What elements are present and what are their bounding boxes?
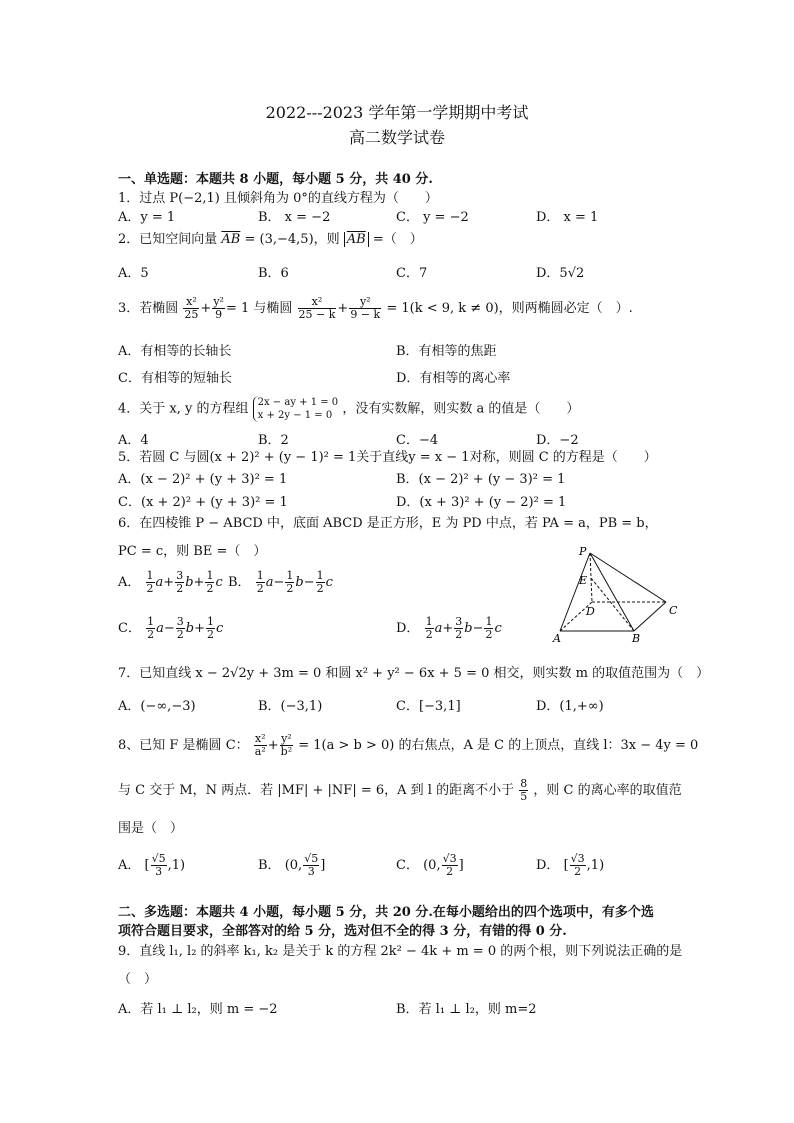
q3-option-d: D．有相等的离心率 [396, 371, 511, 386]
q2-option-c: C．7 [396, 266, 428, 281]
section-2-heading-line2: 项符合题目要求，全部答对的给 5 分，选对但不全的得 3 分，有错的得 0 分. [118, 924, 567, 939]
exam-title: 2022---2023 学年第一学期期中考试 [265, 103, 529, 122]
q4-option-d: D．−2 [536, 433, 579, 448]
q8-option-c: C． (0, $\frac{√3}{2}$ ] [396, 852, 464, 878]
q3-option-b: B．有相等的焦距 [396, 344, 497, 359]
q7-option-b: B．(−3,1) [258, 699, 323, 714]
q7-option-c: C．[−3,1] [396, 699, 461, 714]
section-2-heading-line1: 二、多选题：本题共 4 小题，每小题 5 分，共 20 分.在每小题给出的四个选项中，有多个选 [118, 905, 654, 920]
pyramid-figure [548, 544, 684, 648]
vertex-p-label: P [579, 545, 587, 558]
q2-option-a: A．5 [118, 266, 149, 281]
q8-option-b: B． (0, $\frac{√5}{3}$ ] [258, 852, 326, 878]
q6-option-c: C． $\frac{1}{2}$ a− $\frac{3}{2}$ b+ $\frac{1}{2}$ c [118, 615, 224, 641]
vertex-e-label: E [579, 574, 588, 587]
q5-stem: 5．若圆 C 与圆(x + 2)² + (y − 1)² = 1关于直线y = x − 1对称，则圆 C 的方程是（ ） [118, 450, 657, 465]
q3-stem: 3．若椭圆 $\frac{\text{x²}}{25}$ + $\frac{\text{y²}}{9}$ = 1 与椭圆 $\frac{\text{x²}}{25 - k}$ + $\frac{\text{y²}}{9 - k}$ = 1(k < 9, k ≠ 0)，则两椭圆必定（ ）. [118, 295, 633, 321]
q1-option-d: D． x = 1 [536, 210, 599, 225]
q5-option-d: D．(x + 3)² + (y − 2)² = 1 [396, 495, 567, 510]
q2-option-d: D．5√2 [536, 266, 585, 281]
q9-option-a: A．若 l₁ ⊥ l₂，则 m = −2 [118, 1002, 278, 1017]
q3-option-a: A．有相等的长轴长 [118, 344, 232, 359]
q8-stem-line2: 与 C 交于 M，N 两点．若 |MF| + |NF| = 6，A 到 l 的距离不小于 $\frac{8}{5}$ ，则 C 的离心率的取值范 [118, 777, 682, 803]
q5-option-c: C．(x + 2)² + (y + 3)² = 1 [118, 495, 288, 510]
section-1-heading: 一、单选题：本题共 8 小题，每小题 5 分，共 40 分. [118, 172, 433, 187]
q6-option-b: B． $\frac{1}{2}$ a− $\frac{1}{2}$ b− $\frac{1}{2}$ c [228, 569, 333, 595]
q1-option-b: B． x = −2 [258, 210, 331, 225]
q5-option-b: B．(x − 2)² + (y − 3)² = 1 [396, 472, 566, 487]
q7-option-a: A．(−∞,−3) [118, 699, 196, 714]
vertex-c-label: C [669, 604, 678, 617]
q7-option-d: D．(1,+∞) [536, 699, 604, 714]
q4-equation-system: 2x − ay + 1 = 0 x + 2y − 1 = 0 [253, 396, 339, 422]
q3-option-c: C．有相等的短轴长 [118, 371, 232, 386]
exam-subtitle: 高二数学试卷 [348, 128, 445, 147]
q5-option-a: A．(x − 2)² + (y + 3)² = 1 [118, 472, 288, 487]
vertex-b-label: B [632, 632, 641, 645]
q6-stem-line1: 6．在四棱锥 P − ABCD 中，底面 ABCD 是正方形，E 为 PD 中点，若 PA = a，PB = b， [118, 516, 658, 531]
q6-stem-line2: PC = c，则 BE =（ ） [118, 544, 267, 559]
vertex-d-label: D [586, 605, 595, 618]
q7-stem: 7．已知直线 x − 2√2y + 3m = 0 和圆 x² + y² − 6x + 5 = 0 相交，则实数 m 的取值范围为（ ） [118, 666, 710, 681]
q9-option-b: B．若 l₁ ⊥ l₂，则 m=2 [396, 1002, 537, 1017]
q1-stem: 1．过点 P(−2,1) 且倾斜角为 0°的直线方程为（ ） [118, 191, 438, 206]
q4-stem: 4．关于 x, y 的方程组 2x − ay + 1 = 0 x + 2y − 1 = 0 ，没有实数解，则实数 a 的值是（ ） [118, 397, 580, 421]
q1-option-a: A．y = 1 [118, 210, 176, 225]
q2-vector: $\overline{AB}$ [221, 232, 241, 247]
q6-option-a: A． $\frac{1}{2}$ a+ $\frac{3}{2}$ b+ $\frac{1}{2}$ c [118, 569, 223, 595]
q4-option-b: B．2 [258, 433, 289, 448]
q2-option-b: B．6 [258, 266, 289, 281]
q9-stem-line1: 9．直线 l₁, l₂ 的斜率 k₁, k₂ 是关于 k 的方程 2k² − 4k + m = 0 的两个根，则下列说法正确的是 [118, 944, 683, 959]
q8-option-d: D． [ $\frac{√3}{2}$ ,1) [536, 852, 605, 878]
q6-option-d: D． $\frac{1}{2}$ a+ $\frac{3}{2}$ b− $\frac{1}{2}$ c [396, 615, 502, 641]
q9-stem-line2: （ ） [118, 972, 158, 987]
q2-stem: 2．已知空间向量 $\overline{AB} = (3,-4,5)$，则 $\overline{AB}$ =（ ） [118, 232, 423, 247]
q4-option-c: C．−4 [396, 433, 439, 448]
q8-stem-line3: 围是（ ） [118, 821, 184, 836]
q1-option-c: C． y = −2 [396, 210, 469, 225]
vertex-a-label: A [553, 632, 561, 645]
q8-stem-line1: 8、已知 F 是椭圆 C： $\frac{\text{x²}}{\text{a²}}$ + $\frac{\text{y²}}{\text{b²}}$ = 1(a > b > 0) 的右焦点，A 是 C 的上顶点，直线 l：3x − 4y = 0 [118, 732, 699, 758]
q8-option-a: A． [ $\frac{√5}{3}$ ,1) [118, 852, 186, 878]
q4-option-a: A．4 [118, 433, 149, 448]
